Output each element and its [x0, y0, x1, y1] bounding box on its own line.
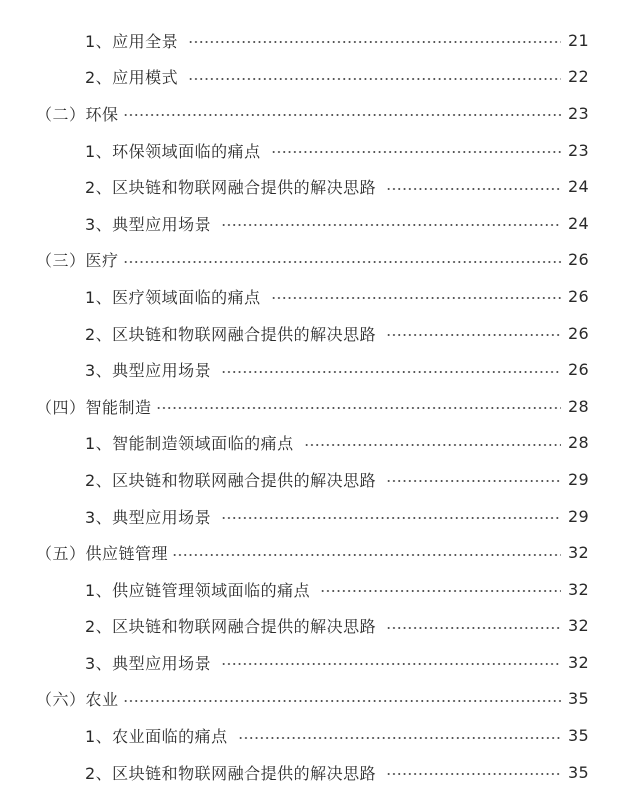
- toc-entry[interactable]: [0, 608, 625, 645]
- toc-entry[interactable]: [0, 351, 625, 388]
- toc-entry[interactable]: [0, 22, 625, 59]
- toc-entry-page: 26: [568, 250, 589, 270]
- dot-leader: [172, 554, 561, 556]
- toc-entry-page: 24: [568, 213, 589, 233]
- toc-entry[interactable]: [0, 132, 625, 169]
- toc-entry-title: 1、医疗领域面临的痛点: [85, 287, 261, 307]
- toc-entry-page: 24: [568, 177, 589, 197]
- toc-entry-title: 1、环保领域面临的痛点: [85, 141, 261, 161]
- toc-entry-title: 1、智能制造领域面临的痛点: [85, 434, 294, 454]
- toc-entry-title: （五）供应链管理: [36, 544, 169, 564]
- toc-entry-page: 26: [568, 323, 589, 343]
- toc-entry[interactable]: [0, 95, 625, 132]
- toc-entry-page: 29: [568, 506, 589, 526]
- toc-entry-title: 1、应用全景: [85, 31, 179, 51]
- dot-leader: [123, 700, 561, 702]
- dot-leader: [188, 78, 561, 80]
- toc-entry-page: 29: [568, 469, 589, 489]
- dot-leader: [238, 737, 561, 739]
- toc-entry-title: 3、典型应用场景: [85, 214, 212, 234]
- toc-entry-title: 1、供应链管理领域面临的痛点: [85, 580, 311, 600]
- toc-entry-title: 2、区块链和物联网融合提供的解决思路: [85, 178, 377, 198]
- dot-leader: [188, 41, 561, 43]
- toc-entry-page: 32: [568, 616, 589, 636]
- dot-leader: [123, 261, 561, 263]
- dot-leader: [386, 480, 561, 482]
- toc-entry-page: 26: [568, 360, 589, 380]
- toc-entry-page: 28: [568, 396, 589, 416]
- toc-entry[interactable]: [0, 498, 625, 535]
- dot-leader: [271, 151, 561, 153]
- toc-entry-page: 32: [568, 579, 589, 599]
- dot-leader: [386, 773, 561, 775]
- toc-entry[interactable]: [0, 461, 625, 498]
- dot-leader: [221, 224, 561, 226]
- toc-entry-page: 35: [568, 726, 589, 746]
- toc-entry-title: 3、典型应用场景: [85, 361, 212, 381]
- dot-leader: [320, 590, 561, 592]
- toc-entry[interactable]: [0, 534, 625, 571]
- dot-leader: [221, 517, 561, 519]
- toc-entry[interactable]: [0, 754, 625, 791]
- dot-leader: [304, 444, 561, 446]
- toc-entry[interactable]: [0, 425, 625, 462]
- toc-entry-title: 1、农业面临的痛点: [85, 727, 228, 747]
- toc-entry-page: 26: [568, 286, 589, 306]
- toc-entry-page: 35: [568, 689, 589, 709]
- dot-leader: [156, 407, 561, 409]
- toc-entry[interactable]: [0, 644, 625, 681]
- toc-entry[interactable]: [0, 278, 625, 315]
- table-of-contents: [0, 22, 625, 790]
- toc-entry-title: 2、区块链和物联网融合提供的解决思路: [85, 470, 377, 490]
- toc-entry[interactable]: [0, 315, 625, 352]
- toc-entry[interactable]: [0, 571, 625, 608]
- toc-entry-title: 3、典型应用场景: [85, 653, 212, 673]
- toc-entry-page: 32: [568, 652, 589, 672]
- toc-entry-title: 2、区块链和物联网融合提供的解决思路: [85, 324, 377, 344]
- dot-leader: [271, 297, 561, 299]
- toc-entry-page: 23: [568, 103, 589, 123]
- toc-entry[interactable]: [0, 717, 625, 754]
- toc-entry[interactable]: [0, 242, 625, 279]
- toc-entry[interactable]: [0, 388, 625, 425]
- toc-entry-page: 22: [568, 67, 589, 87]
- toc-entry-title: （三）医疗: [36, 251, 119, 271]
- toc-entry-page: 21: [568, 30, 589, 50]
- toc-entry-page: 23: [568, 140, 589, 160]
- toc-entry-title: （六）农业: [36, 690, 119, 710]
- toc-entry[interactable]: [0, 681, 625, 718]
- toc-entry-title: 2、应用模式: [85, 68, 179, 88]
- dot-leader: [221, 371, 561, 373]
- dot-leader: [386, 627, 561, 629]
- dot-leader: [221, 663, 561, 665]
- toc-entry-title: 2、区块链和物联网融合提供的解决思路: [85, 763, 377, 783]
- toc-entry-title: 3、典型应用场景: [85, 507, 212, 527]
- dot-leader: [386, 188, 561, 190]
- toc-entry[interactable]: [0, 59, 625, 96]
- toc-entry-title: （四）智能制造: [36, 397, 152, 417]
- toc-entry-page: 28: [568, 433, 589, 453]
- toc-entry[interactable]: [0, 168, 625, 205]
- toc-entry-title: （二）环保: [36, 104, 119, 124]
- toc-entry-title: 2、区块链和物联网融合提供的解决思路: [85, 617, 377, 637]
- dot-leader: [123, 114, 561, 116]
- dot-leader: [386, 334, 561, 336]
- toc-entry-page: 35: [568, 762, 589, 782]
- toc-entry-page: 32: [568, 543, 589, 563]
- toc-entry[interactable]: [0, 205, 625, 242]
